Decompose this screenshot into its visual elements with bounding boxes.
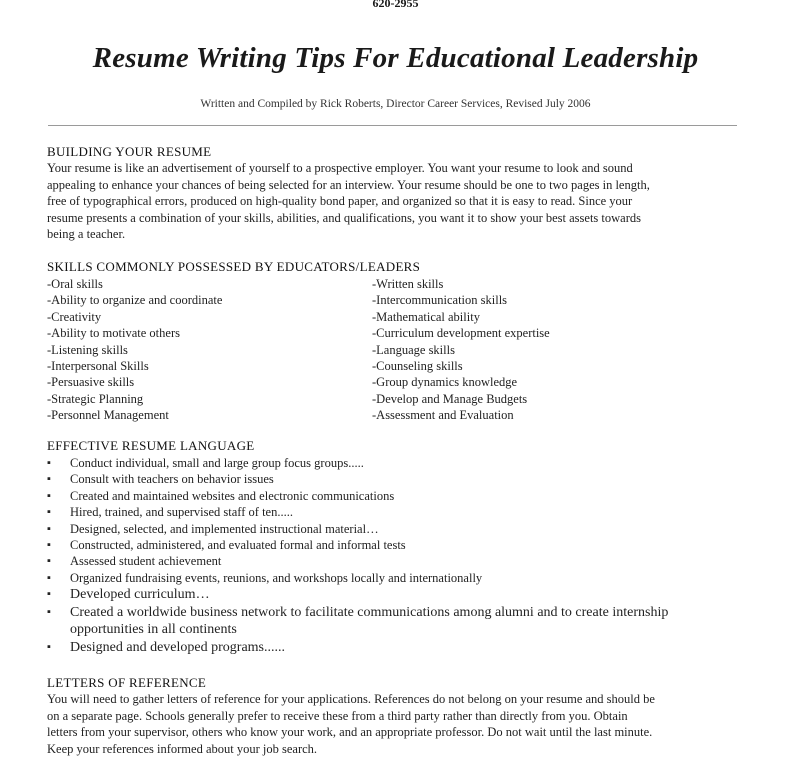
paragraph-line: Keep your references informed about your job search.	[47, 741, 318, 756]
paragraph-line: free of typographical errors, produced on high-quality bond paper, and organized so that it is easy to read. Since your	[47, 194, 633, 208]
building-paragraph	[47, 160, 747, 243]
paragraph-line: resume presents a combination of your skills, abilities, and qualifications, you want it to show your best assets towards	[47, 210, 641, 225]
bullet-icon: ▪	[47, 605, 51, 618]
section-heading-building: BUILDING YOUR RESUME	[47, 144, 212, 159]
skill-item: -Counseling skills	[372, 359, 463, 374]
skill-item: -Mathematical ability	[372, 309, 480, 324]
paragraph-line: appealing to enhance your chances of being selected for an interview. Your resume should be one to two pages in length,	[47, 177, 650, 192]
list-item: ▪ Created and maintained websites and electronic communications	[47, 488, 395, 503]
skill-item: -Listening skills	[47, 342, 128, 357]
skill-item: -Ability to motivate others	[47, 326, 180, 341]
subtitle: Written and Compiled by Rick Roberts, Director Career Services, Revised July 2006	[200, 98, 591, 110]
skill-item: -Assessment and Evaluation	[372, 408, 514, 423]
list-item: ▪ Created a worldwide business network to facilitate communications among alumni and to create internship opportunities in all continents	[47, 604, 669, 638]
skill-item: -Curriculum development expertise	[372, 326, 550, 341]
skills-column-left	[47, 276, 222, 424]
skill-item: -Personnel Management	[47, 408, 169, 423]
list-item: ▪ Organized fundraising events, reunions, and workshops locally and internationally	[47, 570, 483, 585]
list-item: ▪ Conduct individual, small and large group focus groups.....	[47, 456, 364, 470]
skill-item: -Strategic Planning	[47, 391, 144, 406]
skill-item: -Group dynamics knowledge	[372, 375, 518, 390]
skill-item: -Interpersonal Skills	[47, 359, 149, 374]
skill-item: -Develop and Manage Budgets	[372, 391, 528, 406]
resume-language-list	[47, 455, 757, 656]
section-heading-references: LETTERS OF REFERENCE	[47, 675, 207, 690]
paragraph-line: letters from your supervisor, others who know your work, and an appropriate professor. Do not wait until the last minute.	[47, 725, 653, 739]
paragraph-line: Your resume is like an advertisement of yourself to a prospective employer. You want your resume to look and sound	[47, 161, 633, 175]
list-item: ▪ Designed, selected, and implemented instructional material…	[47, 521, 379, 536]
skills-column-right	[372, 276, 550, 424]
phone-number: 620-2955	[372, 0, 419, 10]
bullet-icon: ▪	[47, 555, 51, 568]
list-item: ▪ Developed curriculum…	[47, 587, 210, 603]
bullet-icon: ▪	[47, 489, 51, 502]
skill-item: -Intercommunication skills	[372, 293, 508, 308]
divider	[48, 125, 737, 126]
bullet-icon: ▪	[47, 571, 51, 584]
skill-item: -Ability to organize and coordinate	[47, 293, 223, 308]
bullet-icon: ▪	[47, 539, 51, 552]
page-title: Resume Writing Tips For Educational Leadership	[92, 42, 699, 74]
paragraph-line: You will need to gather letters of reference for your applications. References do not belong on your resume and should be	[47, 692, 655, 706]
bullet-icon: ▪	[47, 640, 51, 653]
list-item: ▪ Designed and developed programs......	[47, 639, 285, 655]
bullet-icon: ▪	[47, 457, 51, 469]
bullet-icon: ▪	[47, 473, 51, 486]
skill-item: -Oral skills	[47, 277, 103, 291]
skill-item: -Persuasive skills	[47, 375, 135, 390]
paragraph-line: on a separate page. Schools generally prefer to receive these from a third party rather than directly from you. Obtain	[47, 708, 628, 723]
bullet-icon: ▪	[47, 506, 51, 519]
section-heading-language: EFFECTIVE RESUME LANGUAGE	[47, 438, 255, 453]
list-item: ▪ Consult with teachers on behavior issues	[47, 472, 274, 487]
skill-item: -Language skills	[372, 342, 455, 357]
references-paragraph	[47, 691, 747, 757]
paragraph-line: being a teacher.	[47, 227, 126, 241]
bullet-icon: ▪	[47, 588, 51, 601]
bullet-icon: ▪	[47, 522, 51, 535]
list-item: ▪ Assessed student achievement	[47, 554, 222, 569]
list-item: ▪ Constructed, administered, and evaluated formal and informal tests	[47, 538, 406, 553]
list-item: ▪ Hired, trained, and supervised staff of ten.....	[47, 505, 293, 520]
section-heading-skills: SKILLS COMMONLY POSSESSED BY EDUCATORS/LEADERS	[47, 259, 421, 274]
skill-item: -Written skills	[372, 277, 444, 291]
skill-item: -Creativity	[47, 309, 102, 324]
